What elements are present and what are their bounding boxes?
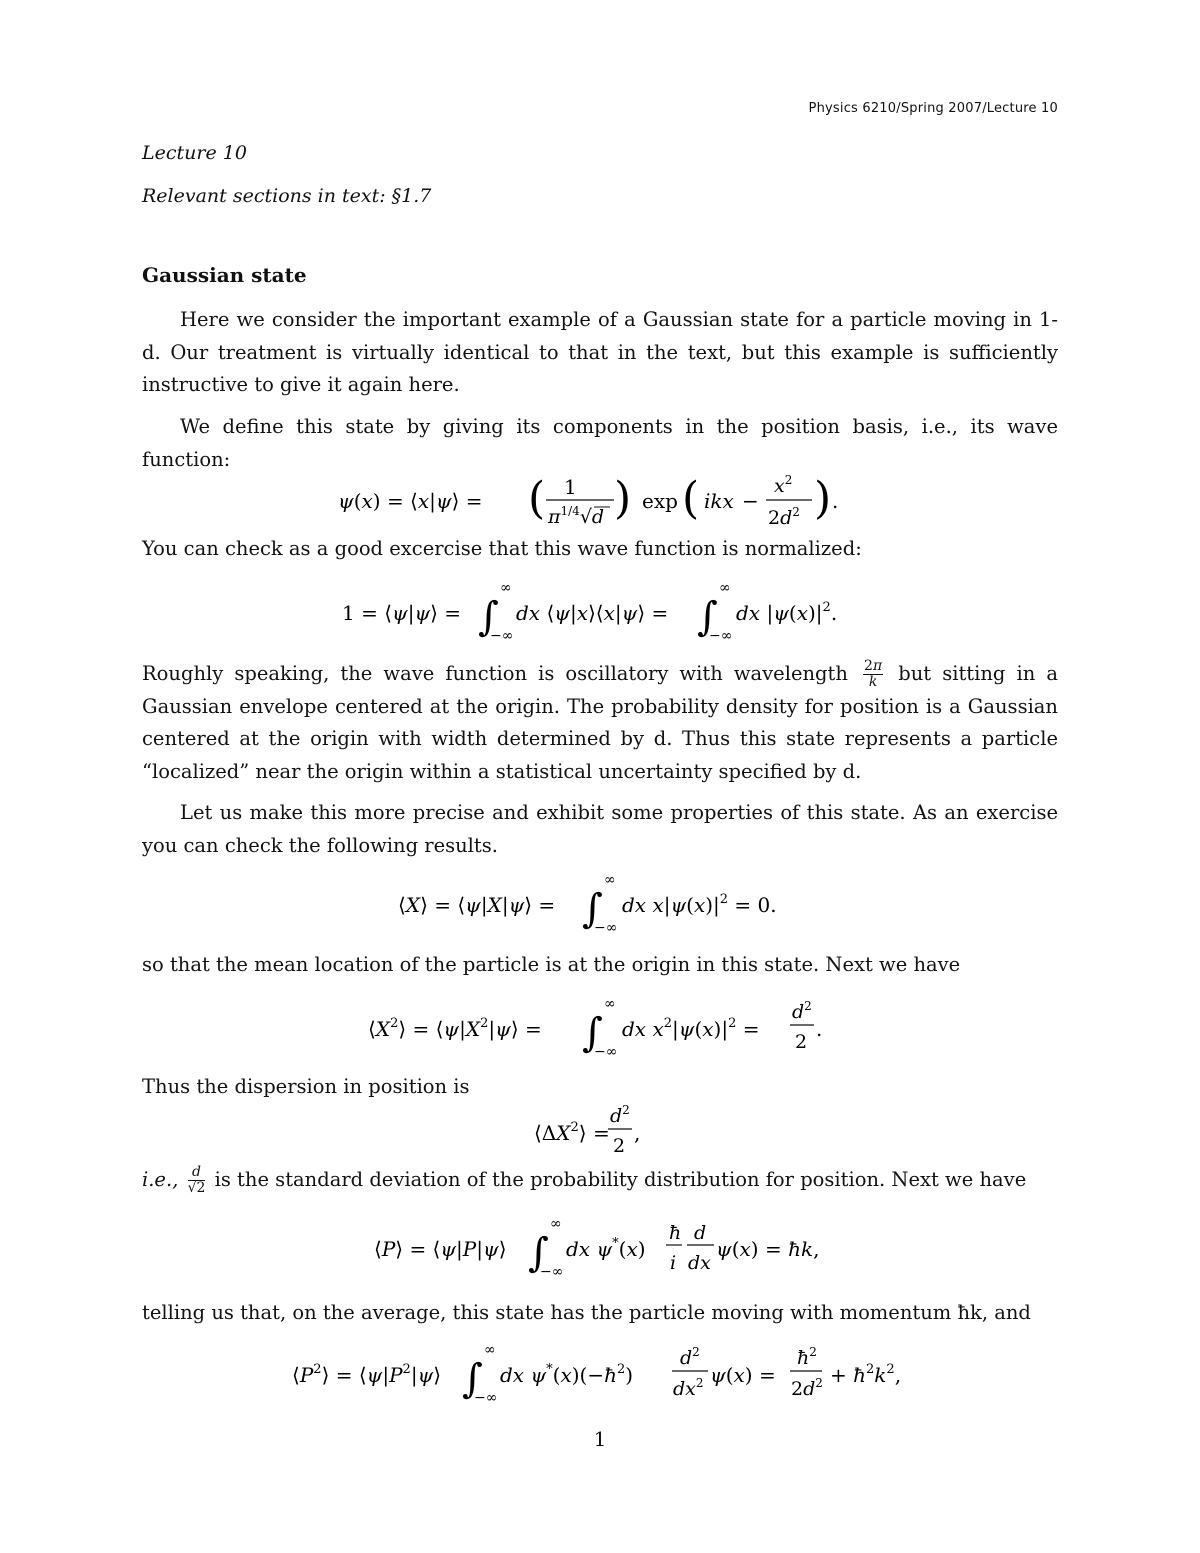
- svg-text:(: (: [528, 473, 546, 524]
- svg-text:∫: ∫: [697, 594, 718, 640]
- svg-text:π1/4√d: $\pi^{1/4}√d$: [548, 504, 605, 528]
- svg-text:∞: ∞: [484, 1342, 496, 1358]
- svg-text:2d2: $2d^2$: [768, 505, 800, 529]
- paragraph-standard-deviation: [142, 1164, 1058, 1197]
- svg-text:ψ(x) = ⟨x|ψ⟩ =: ψ(x) = ⟨x|ψ⟩ =: [338, 489, 483, 513]
- svg-text:2: 2: [795, 1031, 808, 1053]
- svg-text:2: 2: [613, 1135, 626, 1157]
- svg-text:dx: dx: [688, 1252, 711, 1274]
- svg-text:): ): [614, 473, 632, 524]
- svg-text:−∞: −∞: [594, 920, 618, 936]
- equation-normalization: [142, 578, 1058, 648]
- svg-text:−∞: −∞: [594, 1044, 618, 1060]
- svg-text:−: −: [742, 489, 759, 513]
- equation-mean-x2: [142, 992, 1058, 1064]
- svg-text:2d2: $2d^2$: [791, 1376, 823, 1400]
- svg-text:dx x|ψ(x)|2 = 0.: dx $x|\psi(x)|^2 = 0$.: [622, 892, 777, 917]
- svg-text:∞: ∞: [604, 996, 616, 1012]
- svg-text:∞: ∞: [719, 580, 731, 596]
- equation-mean-p2: [142, 1338, 1058, 1410]
- svg-text:−∞: −∞: [474, 1390, 498, 1406]
- svg-text:−∞: −∞: [490, 628, 514, 644]
- inline-fraction-d-sqrt2: $\frac{d}{√2}$: [187, 1164, 206, 1196]
- paragraph-define: We define this state by giving its components in the position basis, i.e., its wave function:: [142, 415, 1058, 471]
- svg-text:⟨X2⟩ = ⟨ψ|X2|ψ⟩ =: $⟨X^2⟩$ = $⟨\psi|X^2|\psi⟩$ =: [368, 1016, 542, 1041]
- svg-text:.: .: [832, 489, 839, 513]
- svg-text:⟨P⟩ = ⟨ψ|P|ψ⟩: ⟨P⟩ = ⟨ψ|P|ψ⟩: [374, 1237, 507, 1261]
- svg-text:,: ,: [634, 1121, 641, 1145]
- svg-text:1 = ⟨ψ|ψ⟩ =: 1 = ⟨ψ|ψ⟩ =: [342, 601, 462, 625]
- svg-text:∫: ∫: [462, 1356, 483, 1402]
- svg-text:(: (: [682, 473, 700, 524]
- svg-text:dx ⟨ψ|x⟩⟨x|ψ⟩ =: dx ⟨ψ|x⟩⟨x|ψ⟩ =: [516, 601, 669, 625]
- svg-text:dx2: $dx^2$: [673, 1376, 704, 1400]
- relevant-sections: Relevant sections in text: §1.7: [142, 185, 432, 207]
- svg-text:d2: $d^2$: [610, 1103, 630, 1127]
- svg-text:⟨X⟩ = ⟨ψ|X|ψ⟩ =: ⟨X⟩ = ⟨ψ|X|ψ⟩ =: [398, 893, 556, 917]
- svg-text:x2: $x^2$: [774, 473, 793, 497]
- svg-text:exp: exp: [642, 489, 678, 513]
- svg-text:ħ: ħ: [669, 1222, 682, 1244]
- svg-text:ħ2: $ħ^2$: [797, 1345, 817, 1369]
- svg-text:d2: $d^2$: [792, 999, 812, 1023]
- section-title: Gaussian state: [142, 263, 307, 287]
- paragraph-roughly-rest: but sitting in a Gaussian envelope centered at the origin. The probability density for position is a Gaussian centered at the origin with width determined by d. Thus this state represents a particle “localized” near the origin within a statistical uncertainty specified by d.: [142, 662, 1059, 783]
- lecture-title: Lecture 10: [142, 142, 247, 164]
- svg-text:∫: ∫: [478, 594, 499, 640]
- svg-text:∞: ∞: [500, 580, 512, 596]
- svg-text:i: i: [670, 1252, 677, 1274]
- equation-mean-p: [142, 1212, 1058, 1284]
- paragraph-dispersion: Thus the dispersion in position is: [142, 1075, 470, 1098]
- running-header: Physics 6210/Spring 2007/Lecture 10: [808, 101, 1058, 116]
- svg-text:⟨ΔX2⟩ =: $⟨\Delta X^2⟩$ =: [534, 1120, 610, 1145]
- svg-text:ikx: ikx: [704, 489, 734, 513]
- svg-text:d2: $d^2$: [680, 1345, 700, 1369]
- paragraph-normalized: You can check as a good excercise that this wave function is normalized:: [142, 537, 862, 560]
- paragraph-intro: Here we consider the important example of a Gaussian state for a particle moving in 1-d. Our treatment is virtually identical to that in the text, but this example is sufficiently instructive to give it again here.: [142, 308, 1058, 396]
- svg-text:∞: ∞: [550, 1216, 562, 1232]
- inline-fraction-wavelength: $\frac{2\pi}{k}$: [864, 658, 883, 690]
- svg-text:1: 1: [564, 475, 577, 499]
- svg-text:dx ψ*(x): dx ψ*(x): [566, 1236, 646, 1261]
- ie-abbrev: i.e.,: [142, 1168, 179, 1191]
- svg-text:+ ħ2k2,: + $ħ^2k^2$,: [830, 1362, 902, 1387]
- svg-text:): ): [814, 473, 832, 524]
- paragraph-mean-location: so that the mean location of the particle is at the origin in this state. Next we have: [142, 953, 961, 976]
- svg-text:dx ψ*(x)(−ħ2): dx $\psi^*(x)(-ħ^2)$: [500, 1362, 634, 1387]
- svg-text:∞: ∞: [604, 872, 616, 888]
- equation-mean-x: [142, 870, 1058, 940]
- svg-text:.: .: [816, 1017, 823, 1041]
- page-number: 1: [593, 1427, 607, 1451]
- paragraph-precise: Let us make this more precise and exhibit some properties of this state. As an exercise you can check the following results.: [142, 801, 1058, 857]
- paragraph-roughly-start: Roughly speaking, the wave function is oscillatory with wavelength: [142, 662, 848, 685]
- svg-text:d: d: [694, 1222, 707, 1244]
- svg-text:dx |ψ(x)|2.: dx $|\psi(x)|^2$.: [736, 600, 838, 625]
- paragraph-standard-deviation-rest: is the standard deviation of the probability distribution for position. Next we have: [214, 1168, 1027, 1191]
- svg-text:dx x2|ψ(x)|2 =: dx $x^2|\psi(x)|^2$ =: [622, 1016, 760, 1041]
- equation-dispersion: [142, 1100, 1058, 1162]
- svg-text:∫: ∫: [582, 886, 603, 932]
- svg-text:ψ(x) =: ψ(x) =: [710, 1363, 776, 1387]
- svg-text:−∞: −∞: [540, 1264, 564, 1280]
- svg-text:⟨P2⟩ = ⟨ψ|P2|ψ⟩: $⟨P^2⟩$ = $⟨\psi|P^2|\psi⟩$: [292, 1362, 442, 1387]
- svg-text:ψ(x) = ħk,: ψ(x) = ħk,: [716, 1237, 820, 1261]
- svg-text:−∞: −∞: [709, 628, 733, 644]
- svg-text:∫: ∫: [528, 1230, 549, 1276]
- equation-wavefunction: [142, 468, 1058, 530]
- paragraph-roughly: [142, 658, 1058, 788]
- paragraph-momentum: telling us that, on the average, this state has the particle moving with momentum ħk, and: [142, 1301, 1031, 1324]
- svg-text:∫: ∫: [582, 1010, 603, 1056]
